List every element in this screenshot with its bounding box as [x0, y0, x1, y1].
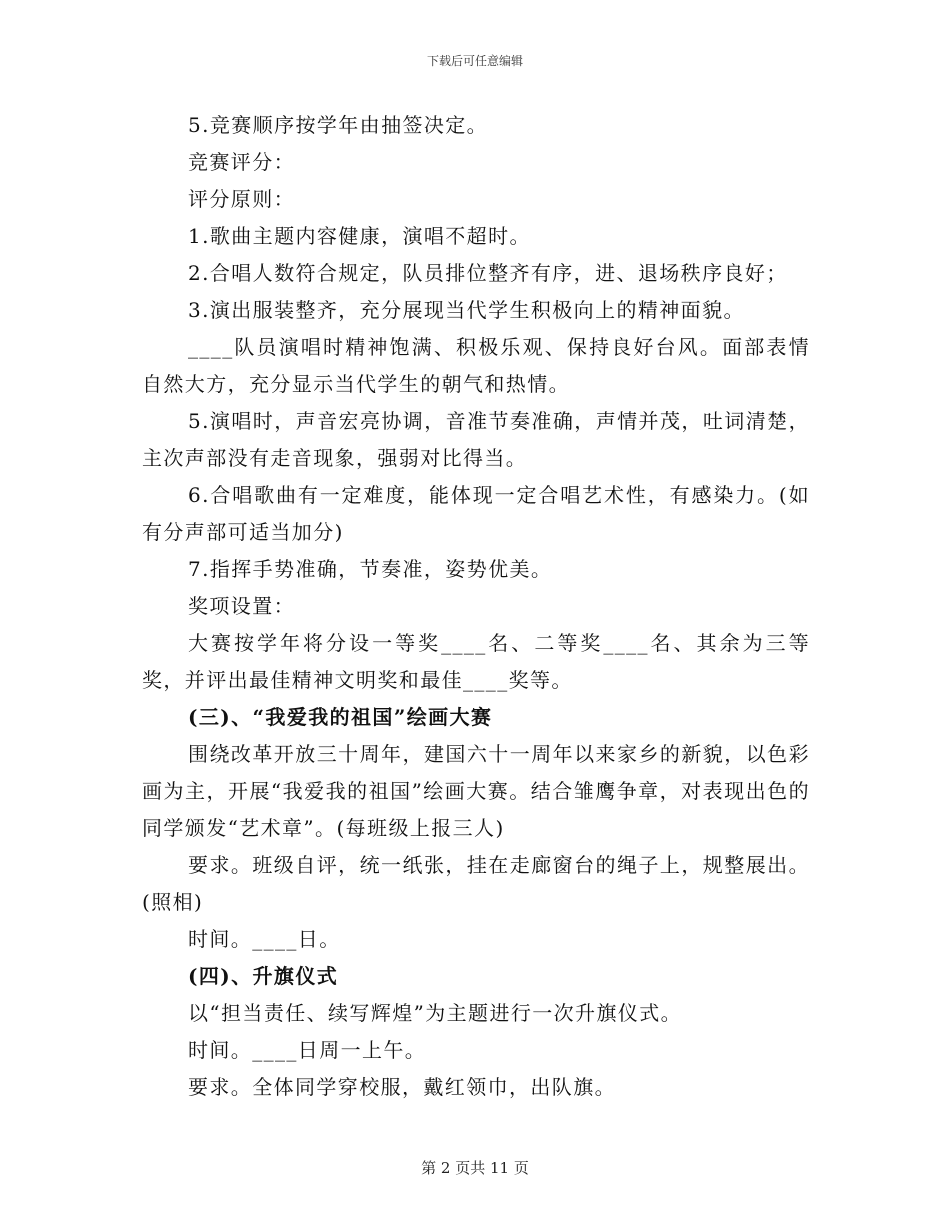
- paragraph: ____队员演唱时精神饱满、积极乐观、保持良好台风。面部表情自然大方，充分显示当代学生的朝气和热情。: [142, 335, 810, 396]
- paragraph: 要求。全体同学穿校服，戴红领巾，出队旗。: [188, 1075, 616, 1099]
- section-heading: (四)、升旗仪式: [188, 964, 339, 988]
- page-footer: 第 2 页共 11 页: [421, 1159, 529, 1177]
- paragraph: 1.歌曲主题内容健康，演唱不超时。: [188, 224, 531, 248]
- paragraph: 时间。____日。: [188, 927, 341, 951]
- paragraph: 奖项设置：: [188, 594, 295, 618]
- paragraph: 竞赛评分：: [188, 150, 295, 174]
- paragraph: 5.演唱时，声音宏亮协调，音准节奏准确，声情并茂，吐词清楚，主次声部没有走音现象，强弱对比得当。: [142, 409, 810, 470]
- paragraph: 3.演出服装整齐，充分展现当代学生积极向上的精神面貌。: [188, 298, 745, 322]
- paragraph: 以“担当责任、续写辉煌”为主题进行一次升旗仪式。: [188, 1001, 683, 1025]
- page-header: 下载后可任意编辑: [426, 54, 523, 68]
- paragraph: 要求。班级自评，统一纸张，挂在走廊窗台的绳子上，规整展出。(照相): [142, 853, 810, 914]
- paragraph: 2.合唱人数符合规定，队员排位整齐有序，进、退场秩序良好；: [188, 261, 788, 285]
- paragraph: 围绕改革开放三十周年，建国六十一周年以来家乡的新貌，以色彩画为主，开展“我爱我的祖国”绘画大赛。结合雏鹰争章，对表现出色的同学颁发“艺术章”。(每班级上报三人): [142, 742, 810, 840]
- section-heading: (三)、“我爱我的祖国”绘画大赛: [188, 705, 493, 729]
- paragraph: 评分原则：: [188, 187, 295, 211]
- paragraph: 5.竞赛顺序按学年由抽签决定。: [188, 113, 489, 137]
- document-body: [142, 107, 810, 1106]
- paragraph: 时间。____日周一上午。: [188, 1038, 427, 1062]
- paragraph: 大赛按学年将分设一等奖____名、二等奖____名、其余为三等奖，并评出最佳精神文明奖和最佳____奖等。: [142, 631, 810, 692]
- paragraph: 7.指挥手势准确，节奏准，姿势优美。: [188, 557, 553, 581]
- paragraph: 6.合唱歌曲有一定难度，能体现一定合唱艺术性，有感染力。(如有分声部可适当加分): [142, 483, 810, 544]
